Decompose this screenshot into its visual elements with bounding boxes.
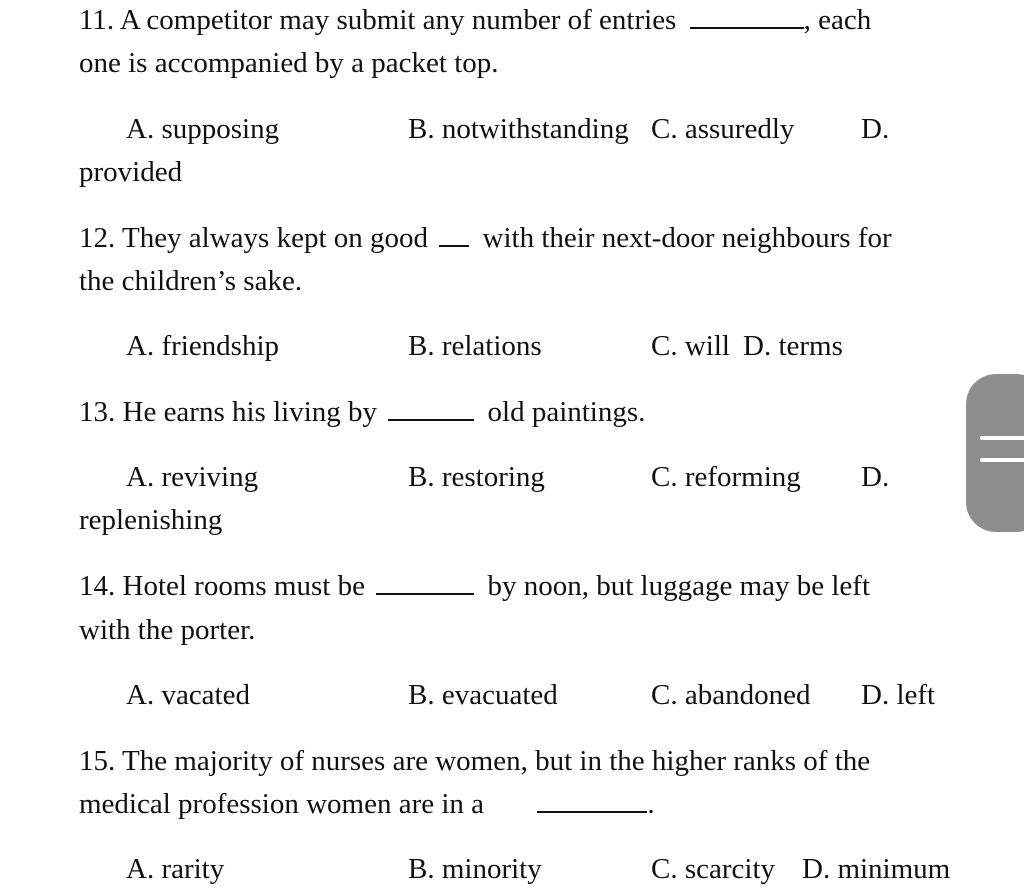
question-15-text-start: medical profession women are in a [79, 788, 485, 820]
answer-blank [537, 789, 647, 813]
option-d-wrap[interactable]: provided [79, 156, 183, 188]
option-d[interactable]: D. left [861, 679, 936, 711]
option-b[interactable]: B. notwithstanding [408, 113, 629, 145]
option-d[interactable]: D. [861, 461, 890, 493]
question-15-line-2 [79, 786, 655, 822]
question-13-text-start: 13. He earns his living by [79, 396, 378, 428]
option-c[interactable]: C. reforming [651, 461, 801, 493]
option-b[interactable]: B. minority [408, 853, 542, 885]
question-14-line-1 [79, 568, 870, 604]
option-c[interactable]: C. scarcity [651, 853, 776, 885]
option-c[interactable]: C. abandoned [651, 679, 811, 711]
option-a[interactable]: A. friendship [126, 330, 280, 362]
option-d[interactable]: D. [861, 113, 890, 145]
option-a[interactable]: A. supposing [126, 113, 280, 145]
question-12-text-start: 12. They always kept on good [79, 222, 429, 254]
answer-blank [690, 5, 804, 29]
question-12-line-2: the children’s sake. [79, 265, 303, 297]
option-d[interactable]: D. terms [743, 330, 843, 362]
option-d-wrap[interactable]: replenishing [79, 504, 223, 536]
question-14-text-start: 14. Hotel rooms must be [79, 570, 365, 602]
grip-line-icon [980, 436, 1024, 440]
option-d[interactable]: D. minimum [802, 853, 951, 885]
option-c[interactable]: C. will [651, 330, 730, 362]
question-11-line-2: one is accompanied by a packet top. [79, 47, 499, 79]
question-14-text-end: by noon, but luggage may be left [487, 570, 871, 602]
option-b[interactable]: B. relations [408, 330, 542, 362]
question-11-text-end: , each [803, 4, 872, 36]
scroll-handle[interactable] [966, 374, 1024, 532]
option-a[interactable]: A. reviving [126, 461, 259, 493]
question-11-line-1 [79, 2, 871, 38]
option-a[interactable]: A. vacated [126, 679, 250, 711]
answer-blank [388, 397, 474, 421]
question-15-text-end: . [647, 788, 655, 820]
question-13-line-1 [79, 394, 645, 430]
answer-blank [376, 571, 474, 595]
option-a[interactable]: A. rarity [126, 853, 225, 885]
option-c[interactable]: C. assuredly [651, 113, 795, 145]
question-12-line-1 [79, 220, 892, 256]
answer-blank [439, 223, 469, 247]
grip-line-icon [980, 458, 1024, 462]
option-b[interactable]: B. evacuated [408, 679, 558, 711]
question-12-text-end: with their next-door neighbours for [482, 222, 892, 254]
question-14-line-2: with the porter. [79, 614, 256, 646]
question-13-text-end: old paintings. [487, 396, 646, 428]
question-15-line-1: 15. The majority of nurses are women, but in the higher ranks of the [79, 745, 871, 777]
option-b[interactable]: B. restoring [408, 461, 545, 493]
question-11-text-start: 11. A competitor may submit any number of entries [79, 4, 677, 36]
